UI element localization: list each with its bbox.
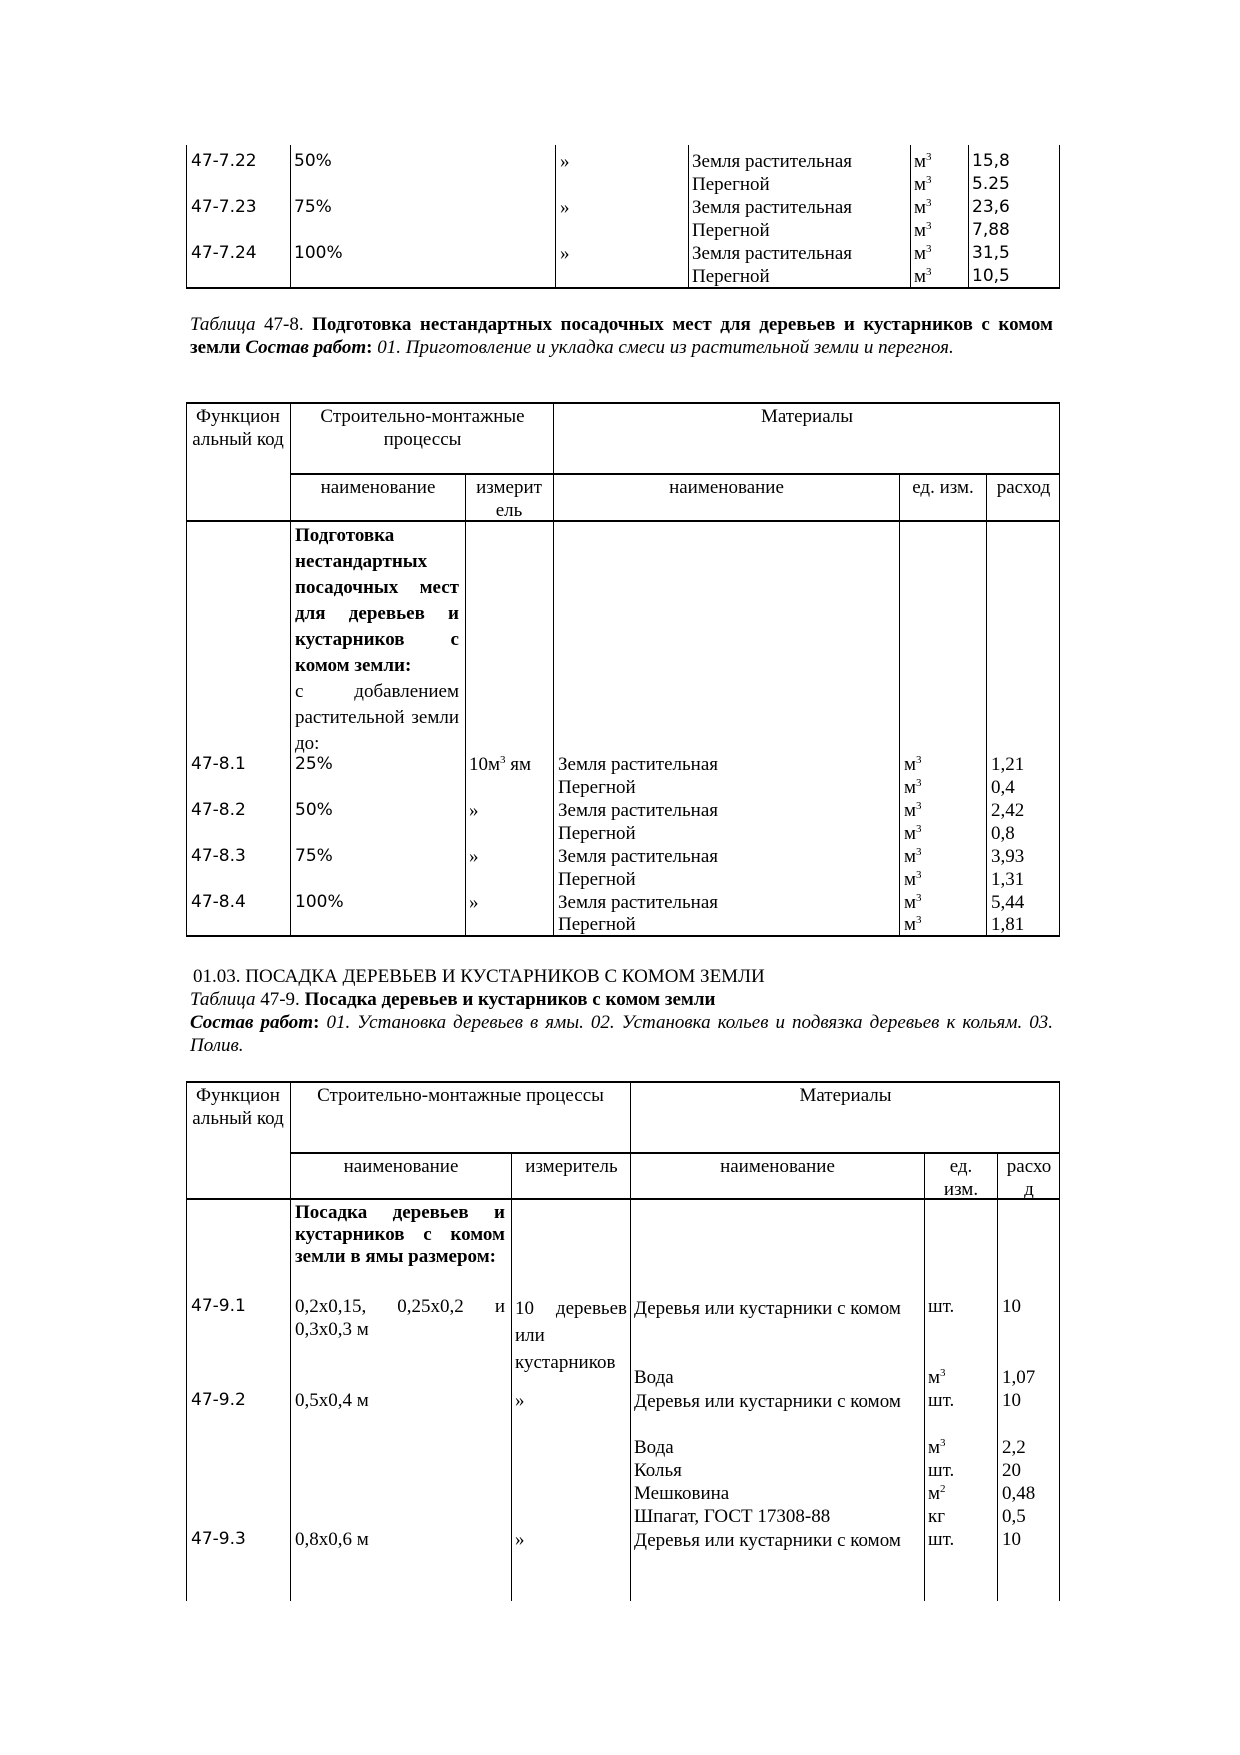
table-caption-47-9: [190, 988, 1053, 1057]
row-percent: 100%: [295, 892, 344, 912]
material-name: Перегной: [692, 266, 770, 287]
unit: м: [904, 846, 917, 867]
material-qty: 0,5: [1002, 1506, 1026, 1527]
material-unit: [914, 173, 932, 196]
material-qty: 10: [1002, 1296, 1021, 1317]
material-unit: [904, 845, 922, 868]
row-meter: »: [469, 800, 479, 821]
header-name: наименование: [343, 1156, 459, 1177]
header-meter: измеритель: [525, 1156, 618, 1177]
unit-power: 3: [926, 220, 932, 232]
unit: шт.: [928, 1390, 955, 1411]
header-qty: расход: [996, 477, 1051, 498]
table-caption-47-8: [190, 313, 1053, 359]
header-materials: Материалы: [760, 406, 854, 427]
unit-power: 3: [916, 754, 922, 766]
row-code: 47-8.1: [191, 754, 246, 774]
unit-power: 3: [926, 151, 932, 163]
group-title: Подготовка нестандартных посадочных мест для деревьев и кустарников с комом земли:: [295, 525, 459, 676]
row-percent: 75%: [294, 197, 332, 217]
unit: м: [914, 220, 927, 241]
unit-power: 3: [926, 243, 932, 255]
material-qty: 0,4: [991, 777, 1015, 798]
material-qty: 7,88: [972, 220, 1010, 240]
unit: м: [904, 914, 917, 935]
row-code: 47-8.3: [191, 846, 246, 866]
row-size: 0,2х0,15, 0,25х0,2 и 0,3х0,3 м: [295, 1296, 505, 1340]
unit-power: 3: [916, 846, 922, 858]
meter-value: 10м: [469, 754, 501, 775]
material-unit: [904, 891, 922, 914]
row-meter: »: [469, 892, 479, 913]
unit: м: [904, 823, 917, 844]
material-name: Перегной: [692, 220, 770, 241]
caption-label: Таблица: [190, 989, 256, 1010]
row-size: 0,5х0,4 м: [295, 1390, 369, 1411]
material-unit: [904, 776, 922, 799]
unit-power: 3: [916, 777, 922, 789]
material-name: Перегной: [558, 823, 636, 844]
material-name: Шпагат, ГОСТ 17308-88: [634, 1506, 831, 1527]
material-qty: 31,5: [972, 243, 1010, 263]
unit-power: 3: [916, 892, 922, 904]
material-qty: 10: [1002, 1529, 1021, 1550]
caption-number: 47-9.: [255, 989, 305, 1010]
row-meter: »: [560, 151, 570, 172]
header-unit: ед. изм.: [943, 1156, 979, 1200]
material-name: Земля растительная: [692, 197, 853, 218]
material-unit: [928, 1505, 945, 1528]
material-qty: 5.25: [972, 174, 1010, 194]
header-meter: измерит ель: [476, 477, 542, 521]
row-percent: 50%: [295, 800, 333, 820]
unit-power: 3: [926, 197, 932, 209]
unit-power: 3: [940, 1437, 946, 1449]
material-name: Вода: [634, 1437, 674, 1458]
row-code: 47-8.2: [191, 800, 246, 820]
material-name: Земля растительная: [558, 892, 719, 913]
material-name: Земля растительная: [692, 151, 853, 172]
material-name: Земля растительная: [692, 243, 853, 264]
meter-suffix: ям: [505, 754, 532, 775]
material-qty: 0,48: [1002, 1483, 1036, 1504]
material-name: Перегной: [692, 174, 770, 195]
header-unit: ед. изм.: [912, 477, 974, 498]
unit-power: 3: [940, 1367, 946, 1379]
material-unit: [904, 753, 922, 776]
header-func-code: Функцион альный код: [192, 1085, 284, 1129]
caption-label: Таблица: [190, 314, 256, 335]
material-unit: [904, 822, 922, 845]
row-meter: 10 деревьев или кустарников: [515, 1298, 627, 1373]
work-composition-label: Состав работ: [240, 337, 367, 358]
material-qty: 3,93: [991, 846, 1025, 867]
material-qty: 10: [1002, 1390, 1021, 1411]
material-name: Вода: [634, 1367, 674, 1388]
material-qty: 2,2: [1002, 1437, 1026, 1458]
header-name: наименование: [320, 477, 436, 498]
material-unit: [928, 1528, 954, 1551]
material-name: Мешковина: [634, 1483, 730, 1504]
header-material-name: наименование: [669, 477, 784, 498]
row-meter: »: [515, 1390, 525, 1411]
material-qty: 20: [1002, 1460, 1021, 1481]
material-name: Деревья или кустарники с комом: [634, 1530, 901, 1551]
row-code: 47-9.1: [191, 1296, 246, 1316]
material-name: Деревья или кустарники с комом: [634, 1391, 901, 1412]
row-code: 47-9.3: [191, 1529, 246, 1549]
group-title: Посадка деревьев и кустарников с комом земли в ямы размером:: [295, 1202, 505, 1267]
row-percent: 75%: [295, 846, 333, 866]
row-meter: »: [515, 1529, 525, 1550]
material-unit: [928, 1366, 946, 1389]
material-qty: 1,81: [991, 914, 1025, 935]
unit: шт.: [928, 1460, 955, 1481]
row-size: 0,8х0,6 м: [295, 1529, 369, 1550]
material-unit: [914, 219, 932, 242]
header-processes: Строительно-монтажные процессы: [317, 1085, 604, 1106]
unit: шт.: [928, 1296, 955, 1317]
unit: м: [904, 892, 917, 913]
material-qty: 5,44: [991, 892, 1025, 913]
unit: м: [928, 1367, 941, 1388]
unit-power: 3: [926, 266, 932, 278]
row-percent: 100%: [294, 243, 343, 263]
material-unit: [904, 799, 922, 822]
material-unit: [914, 196, 932, 219]
unit: м: [904, 754, 917, 775]
material-unit: [928, 1295, 954, 1318]
material-qty: 15,8: [972, 151, 1010, 171]
colon: :: [366, 337, 378, 358]
material-name: Перегной: [558, 777, 636, 798]
unit-power: 3: [926, 174, 932, 186]
row-meter: »: [469, 846, 479, 867]
unit: м: [928, 1483, 941, 1504]
section-heading: 01.03. ПОСАДКА ДЕРЕВЬЕВ И КУСТАРНИКОВ С КОМОМ ЗЕМЛИ: [193, 966, 765, 987]
material-name: Земля растительная: [558, 754, 719, 775]
material-name: Деревья или кустарники с комом: [634, 1298, 901, 1319]
row-percent: 50%: [294, 151, 332, 171]
material-unit: [928, 1389, 954, 1412]
row-code: 47-7.22: [191, 151, 257, 171]
material-name: Земля растительная: [558, 846, 719, 867]
material-qty: 1,31: [991, 869, 1025, 890]
material-unit: [904, 868, 922, 891]
meter-power: 3: [500, 754, 506, 766]
unit: м: [904, 869, 917, 890]
row-meter: »: [560, 197, 570, 218]
header-processes: Строительно-монтажные процессы: [320, 406, 525, 450]
material-qty: 23,6: [972, 197, 1010, 217]
row-code: 47-9.2: [191, 1390, 246, 1410]
unit: кг: [928, 1506, 946, 1527]
caption-title: Посадка деревьев и кустарников с комом земли: [304, 989, 716, 1010]
material-qty: 1,21: [991, 754, 1025, 775]
unit: м: [914, 243, 927, 264]
unit: шт.: [928, 1529, 955, 1550]
material-qty: 10,5: [972, 266, 1010, 286]
material-unit: [914, 242, 932, 265]
material-qty: 1,07: [1002, 1367, 1036, 1388]
material-unit: [928, 1482, 946, 1505]
colon: :: [313, 1012, 327, 1033]
row-code: 47-8.4: [191, 892, 246, 912]
material-name: Земля растительная: [558, 800, 719, 821]
caption-title: Подготовка нестандартных посадочных мест для деревьев и кустарников с комом земли: [190, 314, 1053, 358]
unit: м: [914, 266, 927, 287]
header-func-code: Функцион альный код: [192, 406, 284, 450]
unit: м: [928, 1437, 941, 1458]
header-materials: Материалы: [799, 1085, 892, 1106]
row-percent: 25%: [295, 754, 333, 774]
material-unit: [928, 1436, 946, 1459]
unit: м: [904, 800, 917, 821]
unit: м: [904, 777, 917, 798]
row-code: 47-7.23: [191, 197, 257, 217]
row-meter: [469, 753, 531, 776]
unit: м: [914, 151, 927, 172]
row-code: 47-7.24: [191, 243, 257, 263]
group-subtitle: с добавлением растительной земли до:: [295, 681, 459, 754]
material-unit: [914, 150, 932, 173]
unit: м: [914, 197, 927, 218]
work-composition-text: 01. Приготовление и укладка смеси из растительной земли и перегноя.: [377, 337, 954, 358]
unit-power: 3: [916, 914, 922, 926]
unit-power: 3: [916, 800, 922, 812]
material-qty: 0,8: [991, 823, 1015, 844]
material-unit: [914, 265, 932, 288]
header-qty: расхо д: [1006, 1156, 1052, 1200]
material-unit: [928, 1459, 954, 1482]
material-name: Колья: [634, 1460, 682, 1481]
material-qty: 2,42: [991, 800, 1025, 821]
material-unit: [904, 913, 922, 936]
unit: м: [914, 174, 927, 195]
caption-number: 47-8.: [255, 314, 313, 335]
unit-power: 2: [940, 1483, 946, 1495]
unit-power: 3: [916, 869, 922, 881]
work-composition-text: 01. Установка деревьев в ямы. 02. Установка кольев и подвязка деревьев к кольям. 03. Полив.: [190, 1012, 1054, 1056]
unit-power: 3: [916, 823, 922, 835]
material-name: Перегной: [558, 914, 636, 935]
work-composition-label: Состав работ: [190, 1012, 314, 1033]
header-material-name: наименование: [720, 1156, 835, 1177]
row-meter: »: [560, 243, 570, 264]
material-name: Перегной: [558, 869, 636, 890]
